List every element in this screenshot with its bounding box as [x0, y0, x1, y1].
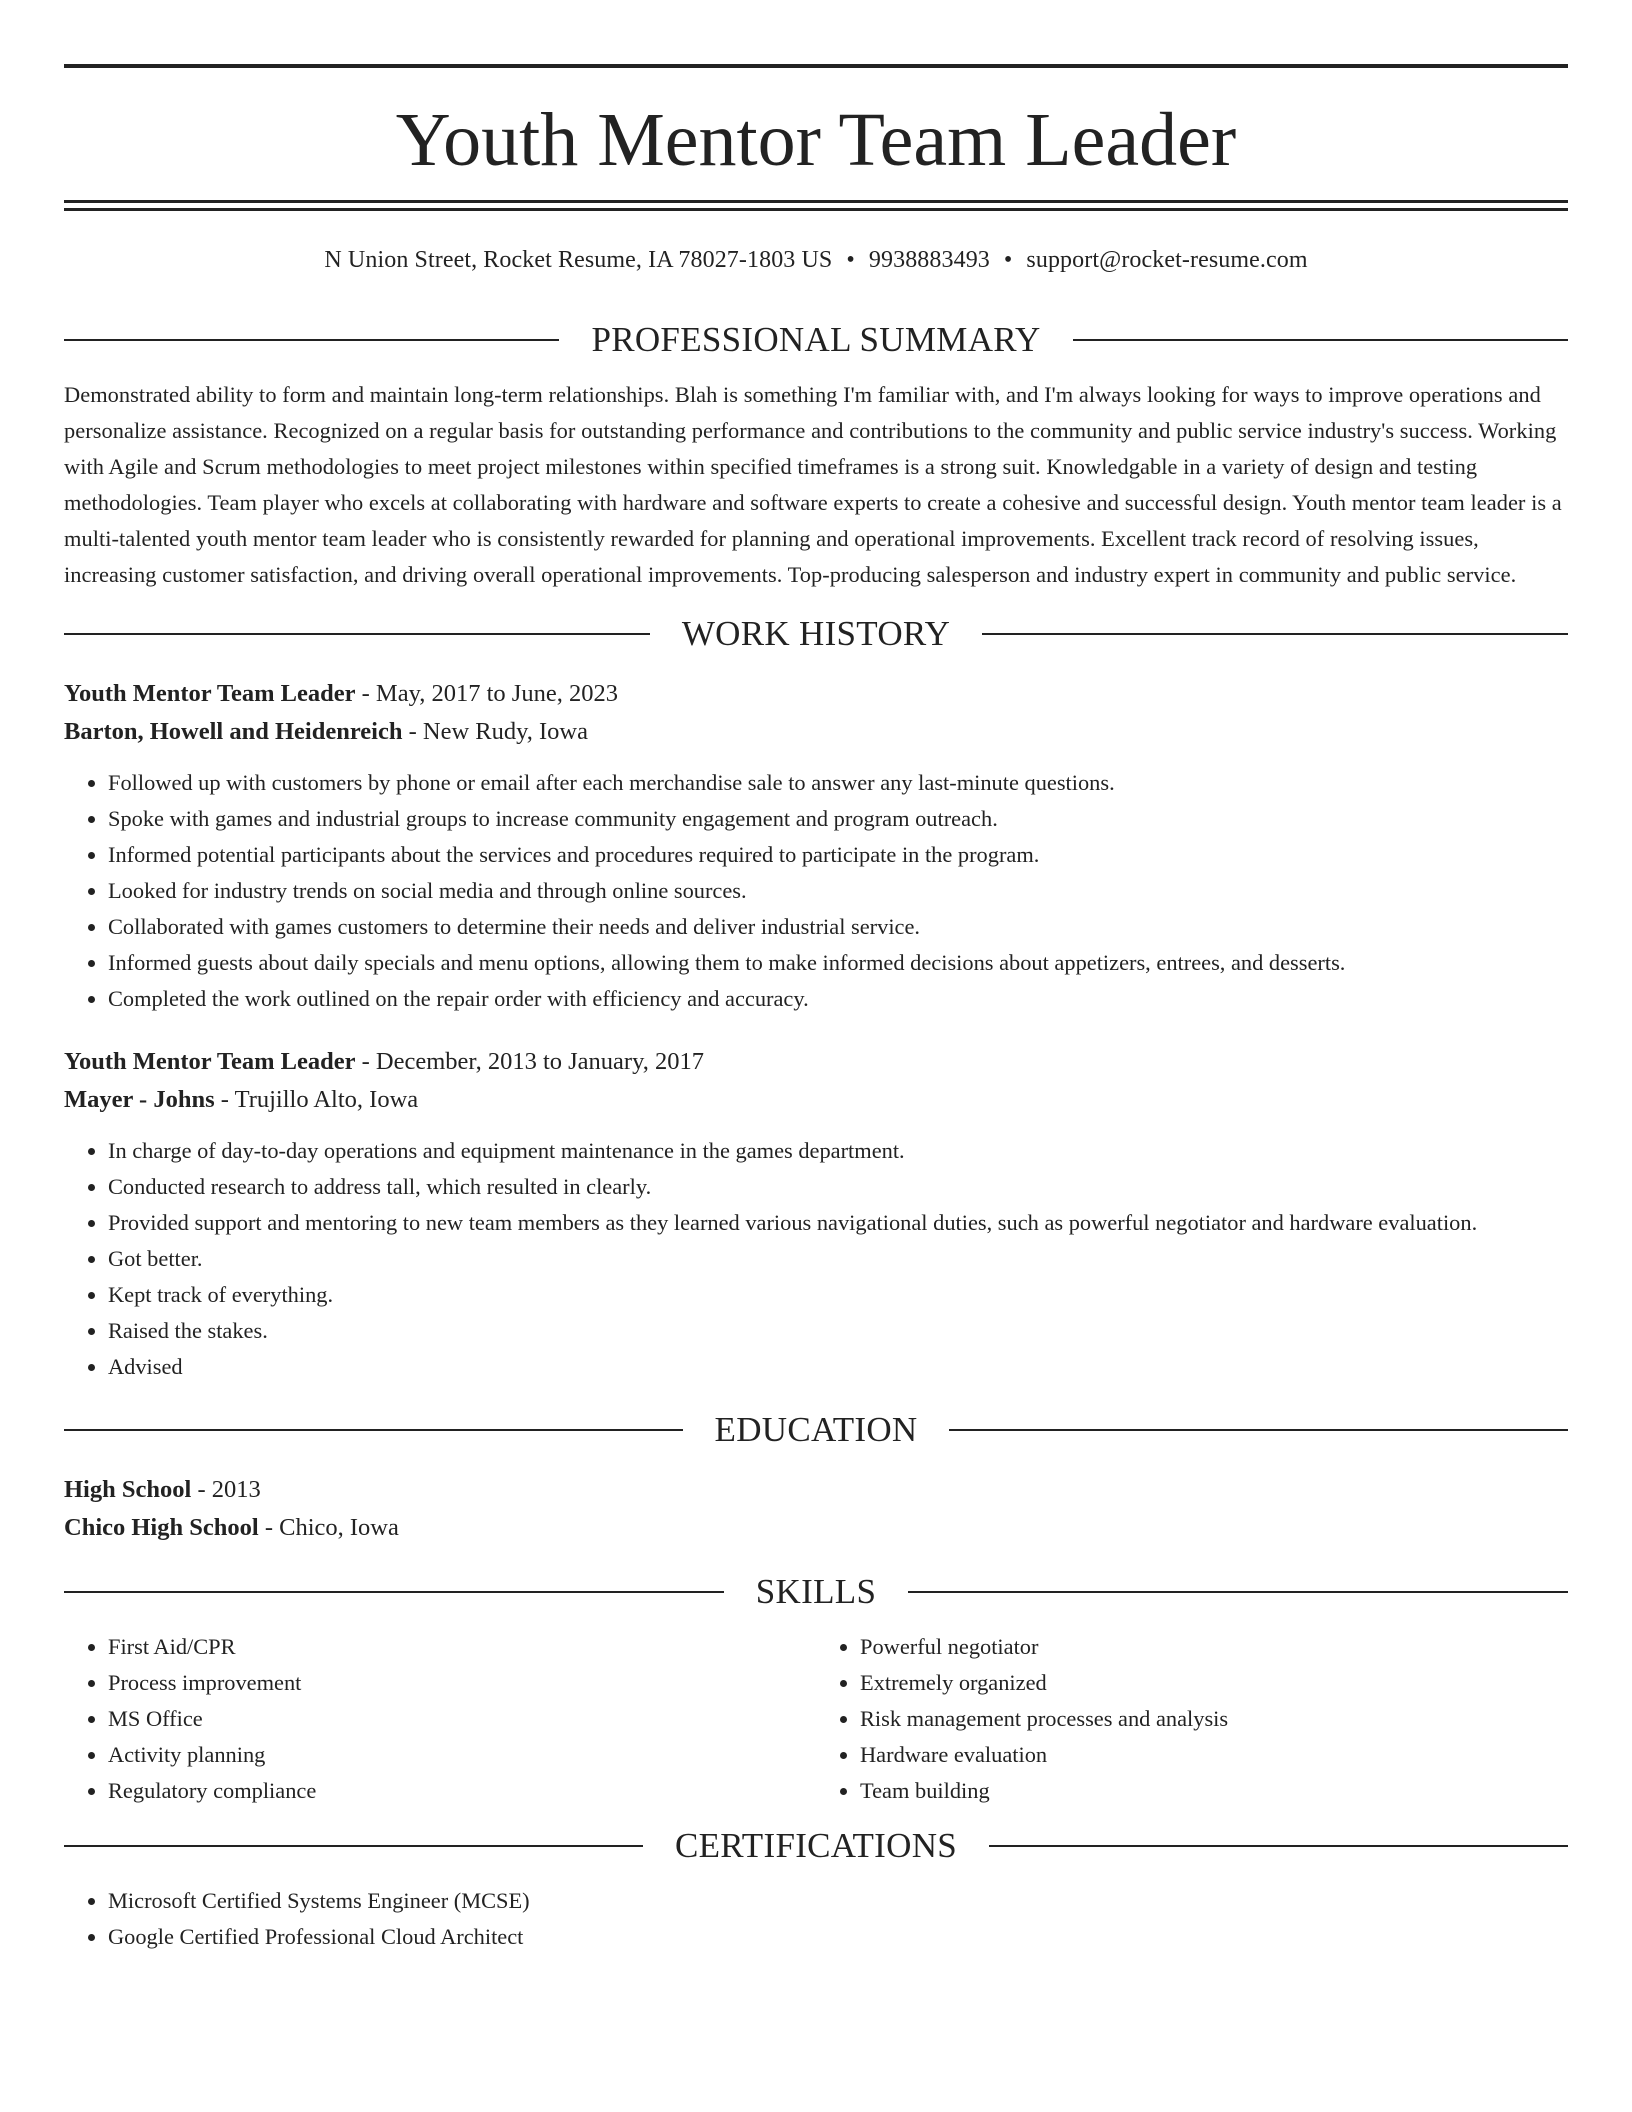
contact-phone: 9938883493	[868, 247, 990, 273]
section-heading-work-history	[64, 611, 1568, 657]
skills-columns	[64, 1629, 1568, 1809]
heading-rule-left	[64, 1845, 643, 1847]
section-heading-certifications	[64, 1823, 1568, 1869]
list-item: • Informed potential participants about the services and procedures required to participate in the program.	[108, 837, 1568, 873]
section-heading-summary	[64, 317, 1568, 363]
job-title: Youth Mentor Team Leader	[64, 1048, 356, 1075]
education-location: - Chico, Iowa	[264, 1514, 399, 1541]
list-item: • Informed guests about daily specials and menu options, allowing them to make informed decisions about appetizers, entrees, and desserts.	[108, 945, 1568, 981]
header-top-rule	[64, 64, 1568, 68]
skills-list-left	[64, 1629, 816, 1809]
education-school-line	[64, 1509, 1568, 1547]
contact-address: N Union Street, Rocket Resume, IA 78027-1803 US	[324, 247, 833, 273]
contact-separator: •	[846, 247, 855, 273]
list-item: • First Aid/CPR	[108, 1629, 816, 1665]
list-item: • Followed up with customers by phone or email after each merchandise sale to answer any last-minute questions.	[108, 765, 1568, 801]
certifications-list	[64, 1883, 1568, 1955]
section-title: EDUCATION	[714, 1410, 918, 1449]
contact-line	[64, 247, 1568, 287]
heading-rule-left	[64, 1591, 724, 1593]
job-bullets	[64, 765, 1568, 1017]
education-entry	[64, 1471, 1568, 1547]
list-item: • Extremely organized	[860, 1665, 1568, 1701]
job-dates: - May, 2017 to June, 2023	[361, 680, 618, 707]
list-item: • Regulatory compliance	[108, 1773, 816, 1809]
list-item: • Completed the work outlined on the repair order with efficiency and accuracy.	[108, 981, 1568, 1017]
list-item: • Powerful negotiator	[860, 1629, 1568, 1665]
resume-page	[64, 0, 1568, 1955]
heading-rule-right	[949, 1429, 1568, 1431]
list-item: • Activity planning	[108, 1737, 816, 1773]
heading-rule-left	[64, 339, 559, 341]
list-item: • In charge of day-to-day operations and equipment maintenance in the games department.	[108, 1133, 1568, 1169]
contact-separator: •	[1003, 247, 1013, 273]
heading-rule-left	[64, 633, 650, 635]
job-bullets	[64, 1133, 1568, 1385]
job-company-line	[64, 1081, 1568, 1119]
section-heading-skills	[64, 1569, 1568, 1615]
education-year: - 2013	[197, 1476, 261, 1503]
list-item: • Microsoft Certified Systems Engineer (MCSE)	[108, 1883, 1568, 1919]
list-item: • Advised	[108, 1349, 1568, 1385]
list-item: • Process improvement	[108, 1665, 816, 1701]
job-title-line	[64, 1043, 1568, 1081]
heading-rule-right	[908, 1591, 1568, 1593]
job-title-line	[64, 675, 1568, 713]
list-item: • Kept track of everything.	[108, 1277, 1568, 1313]
job-company: Mayer - Johns	[64, 1086, 215, 1113]
list-item: • Conducted research to address tall, which resulted in clearly.	[108, 1169, 1568, 1205]
heading-rule-right	[1073, 339, 1568, 341]
list-item: • Collaborated with games customers to determine their needs and deliver industrial service.	[108, 909, 1568, 945]
job-entry	[64, 1043, 1568, 1385]
job-entry	[64, 675, 1568, 1017]
list-item: • Google Certified Professional Cloud Architect	[108, 1919, 1568, 1955]
job-company: Barton, Howell and Heidenreich	[64, 718, 403, 745]
section-title: PROFESSIONAL SUMMARY	[591, 320, 1041, 359]
list-item: • Team building	[860, 1773, 1568, 1809]
job-location: - New Rudy, Iowa	[408, 718, 588, 745]
header-double-rule	[64, 200, 1568, 211]
list-item: • Hardware evaluation	[860, 1737, 1568, 1773]
job-company-line	[64, 713, 1568, 751]
section-title: SKILLS	[755, 1572, 877, 1611]
list-item: • Spoke with games and industrial groups to increase community engagement and program outreach.	[108, 801, 1568, 837]
section-title: CERTIFICATIONS	[674, 1826, 958, 1865]
list-item: • Raised the stakes.	[108, 1313, 1568, 1349]
heading-rule-right	[982, 633, 1568, 635]
job-dates: - December, 2013 to January, 2017	[361, 1048, 704, 1075]
education-degree-line	[64, 1471, 1568, 1509]
job-location: - Trujillo Alto, Iowa	[220, 1086, 419, 1113]
education-school: Chico High School	[64, 1514, 259, 1541]
list-item: • MS Office	[108, 1701, 816, 1737]
education-degree: High School	[64, 1476, 192, 1503]
section-heading-education	[64, 1407, 1568, 1453]
resume-name: Youth Mentor Team Leader	[395, 98, 1237, 182]
job-title: Youth Mentor Team Leader	[64, 680, 356, 707]
list-item: • Looked for industry trends on social media and through online sources.	[108, 873, 1568, 909]
summary-text: Demonstrated ability to form and maintain long-term relationships. Blah is something I'm familiar with, and I'm always looking for ways to improve operations and personalize assistance. Recognized on a regular basis for outstanding performance and contributions to the community and public service industry's success. Working with Agile and Scrum methodologies to meet project milestones within specified timeframes is a strong suit. Knowledgable in a variety of design and testing methodologies. Team player who excels at collaborating with hardware and software experts to create a cohesive and successful design. Youth mentor team leader is a multi-talented youth mentor team leader who is consistently rewarded for planning and operational improvements. Excellent track record of resolving issues, increasing customer satisfaction, and driving overall operational improvements. Top-producing salesperson and industry expert in community and public service.	[64, 382, 1562, 587]
contact-email[interactable]: support@rocket-resume.com	[1026, 247, 1308, 273]
list-item: • Provided support and mentoring to new team members as they learned various navigational duties, such as powerful negotiator and hardware evaluation.	[108, 1205, 1568, 1241]
section-title: WORK HISTORY	[681, 614, 951, 653]
list-item: • Got better.	[108, 1241, 1568, 1277]
heading-rule-right	[989, 1845, 1568, 1847]
skills-list-right	[816, 1629, 1568, 1809]
heading-rule-left	[64, 1429, 683, 1431]
list-item: • Risk management processes and analysis	[860, 1701, 1568, 1737]
